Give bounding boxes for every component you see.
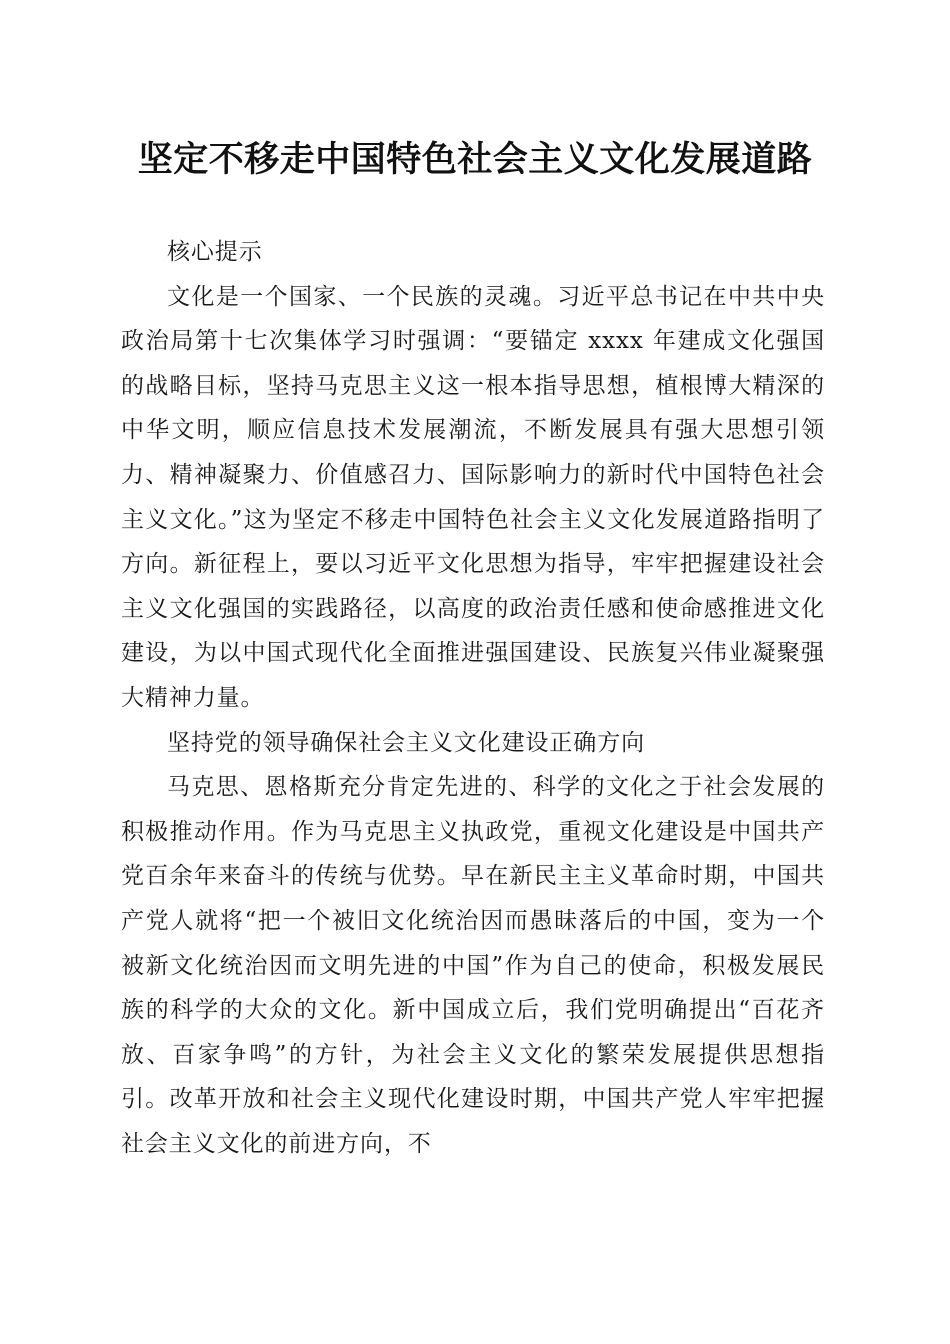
document-body [121,230,825,1166]
document-title: 坚定不移走中国特色社会主义文化发展道路 [137,139,813,180]
paragraph-marx-engels: 马克思、恩格斯充分肯定先进的、科学的文化之于社会发展的积极推动作用。作为马克思主义执政党，重视文化建设是中国共产党百余年来奋斗的传统与优势。早在新民主主义革命时期，中国共产党人就将“把一个被旧文化统治因而愚昧落后的中国，变为一个被新文化统治因而文明先进的中国”作为自己的使命，积极发展民族的科学的大众的文化。新中国成立后，我们党明确提出“百花齐放、百家争鸣”的方针，为社会主义文化的繁荣发展提供思想指引。改革开放和社会主义现代化建设时期，中国共产党人牢牢把握社会主义文化的前进方向，不 [121,774,825,1157]
paragraph-intro: 文化是一个国家、一个民族的灵魂。习近平总书记在中共中央政治局第十七次集体学习时强调：“要锚定 xxxx 年建成文化强国的战略目标，坚持马克思主义这一根本指导思想，植根博大精深的中华文明，顺应信息技术发展潮流，不断发展具有强大思想引领力、精神凝聚力、价值感召力、国际影响力的新时代中国特色社会主义文化。”这为坚定不移走中国特色社会主义文化发展道路指明了方向。新征程上，要以习近平文化思想为指导，牢牢把握建设社会主义文化强国的实践路径，以高度的政治责任感和使命感推进文化建设，为以中国式现代化全面推进强国建设、民族复兴伟业凝聚强大精神力量。 [121,283,825,711]
section-heading-party-leadership: 坚持党的领导确保社会主义文化建设正确方向 [167,729,645,756]
section-heading-core-tips: 核心提示 [167,239,263,265]
